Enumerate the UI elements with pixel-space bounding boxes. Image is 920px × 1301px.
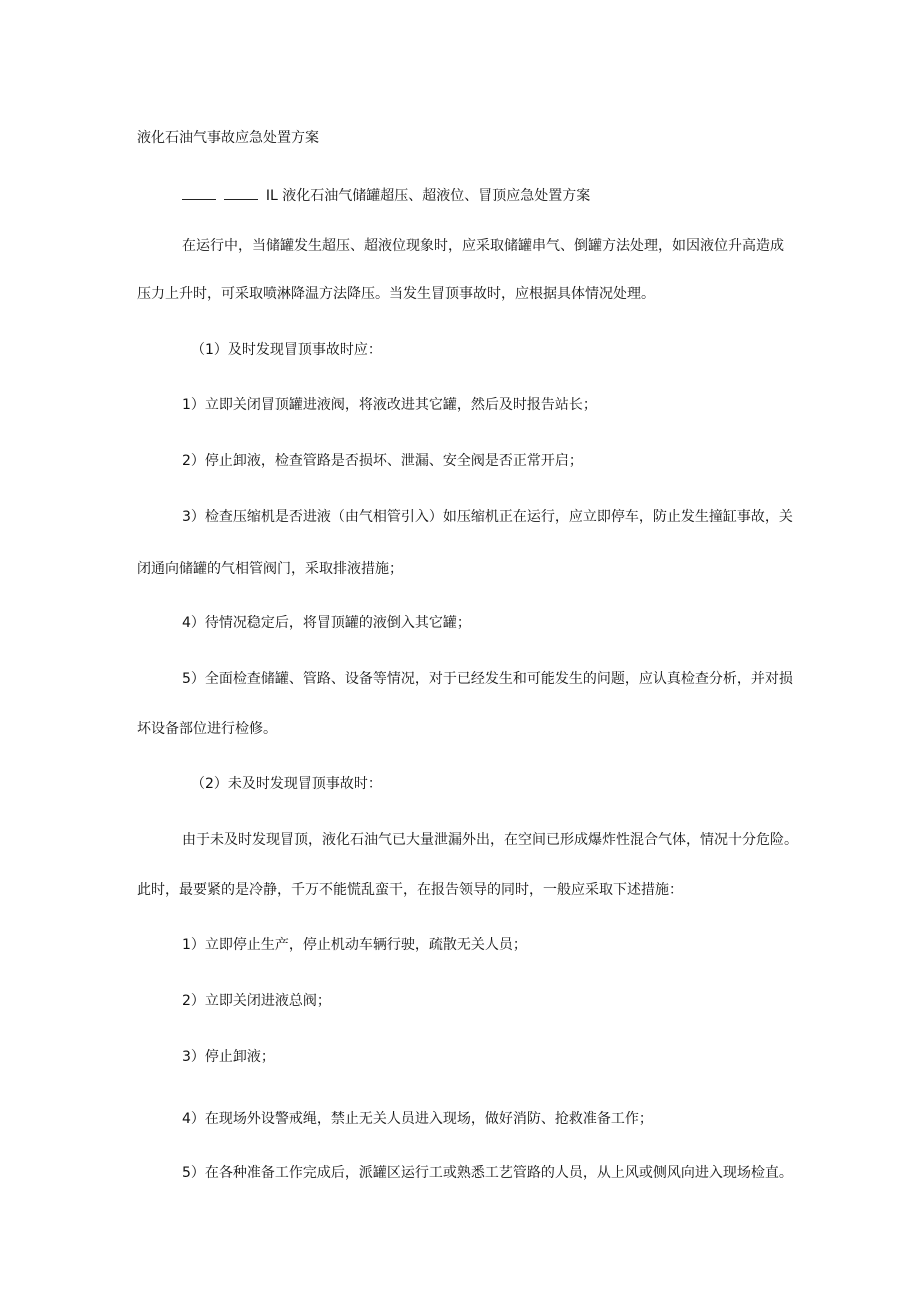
case1-item: 5）全面检查储罐、管路、设备等情况，对于已经发生和可能发生的问题，应认真检查分析，并对损 (182, 671, 793, 687)
case2-intro-line: 由于未及时发现冒顶，液化石油气已大量泄漏外出，在空间已形成爆炸性混合气体，情况十分危险。 (182, 832, 798, 848)
case1-heading: （1）及时发现冒顶事故时应： (191, 342, 382, 358)
case2-item: 4）在现场外设警戒绳，禁止无关人员进入现场，做好消防、抢救准备工作； (182, 1111, 653, 1127)
section-heading (182, 186, 590, 206)
case1-item: 4）待情况稳定后，将冒顶罐的液倒入其它罐； (182, 615, 471, 631)
intro-line: 在运行中，当储罐发生超压、超液位现象时，应采取储罐串气、倒罐方法处理，如因液位升高造成 (182, 238, 784, 254)
case1-item-continued: 坏设备部位进行检修。 (137, 721, 277, 737)
case1-item: 2）停止卸液，检查管路是否损坏、泄漏、安全阀是否正常开启； (182, 453, 583, 469)
case2-intro-line: 此时，最要紧的是冷静，千万不能慌乱蛮干，在报告领导的同时，一般应采取下述措施： (137, 882, 683, 898)
intro-line: 压力上升时，可采取喷淋降温方法降压。当发生冒顶事故时，应根据具体情况处理。 (137, 286, 655, 302)
case2-item: 1）立即停止生产，停止机动车辆行驶，疏散无关人员； (182, 937, 527, 953)
blank-line-1 (182, 187, 216, 200)
document-title: 液化石油气事故应急处置方案 (137, 130, 319, 146)
case1-item: 3）检查压缩机是否进液（由气相管引入）如压缩机正在运行，应立即停车，防止发生撞缸事故，关 (182, 509, 793, 525)
case2-item: 5）在各种准备工作完成后，派罐区运行工或熟悉工艺管路的人员，从上风或侧风向进入现场检直。 (182, 1165, 793, 1181)
case1-item-continued: 闭通向储罐的气相管阀门，采取排液措施； (137, 561, 403, 577)
section-heading-text: IL 液化石油气储罐超压、超液位、冒顶应急处置方案 (265, 188, 591, 204)
case1-item: 1）立即关闭冒顶罐进液阀，将液改进其它罐，然后及时报告站长； (182, 397, 597, 413)
blank-line-2 (224, 187, 258, 200)
case2-heading: （2）未及时发现冒顶事故时： (191, 776, 382, 792)
case2-item: 3）停止卸液； (182, 1049, 275, 1065)
case2-item: 2）立即关闭进液总阀； (182, 993, 331, 1009)
